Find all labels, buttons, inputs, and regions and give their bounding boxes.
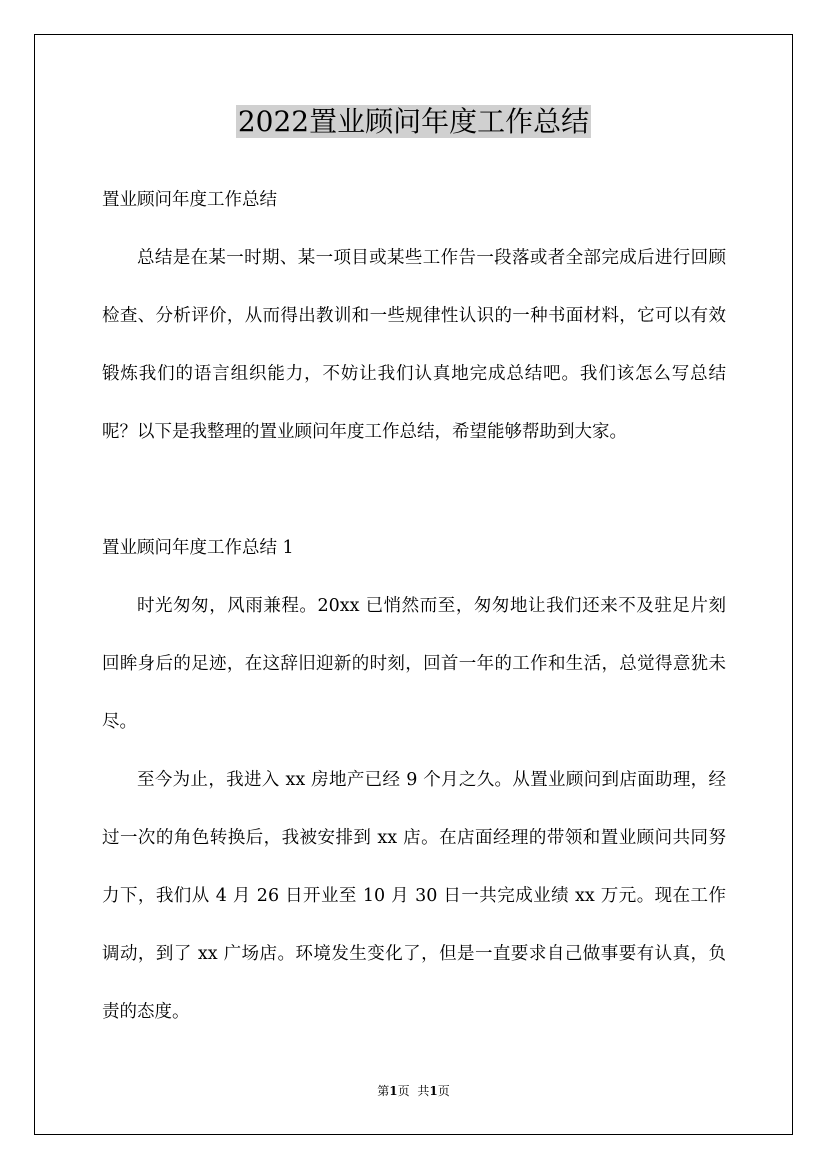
body-paragraph-1: 时光匆匆，风雨兼程。20xx 已悄然而至，匆匆地让我们还来不及驻足片刻回眸身后的足迹，在这辞旧迎新的时刻，回首一年的工作和生活，总觉得意犹未尽。 <box>102 596 726 732</box>
total-prefix: 共 <box>417 1084 430 1098</box>
intro-paragraph: 总结是在某一时期、某一项目或某些工作告一段落或者全部完成后进行回顾检查、分析评价，从而得出教训和一些规律性认识的一种书面材料，它可以有效锻炼我们的语言组织能力，不妨让我们认真地完成总结吧。我们该怎么写总结呢？以下是我整理的置业顾问年度工作总结，希望能够帮助到大家。 <box>102 248 726 442</box>
body-paragraph-2: 至今为止，我进入 xx 房地产已经 9 个月之久。从置业顾问到店面助理，经过一次的角色转换后，我被安排到 xx 店。在店面经理的带领和置业顾问共同努力下，我们从 4 月 26 日开业至 10 月 30 日一共完成业绩 xx 万元。现在工作调动，到了 xx 广场店。环境发生变化了，但是一直要求自己做事要有认真，负责的态度。 <box>102 770 726 1022</box>
total-suffix: 页 <box>437 1084 450 1098</box>
document-subtitle: 置业顾问年度工作总结 <box>102 190 277 210</box>
section-heading: 置业顾问年度工作总结 1 <box>102 538 294 558</box>
page-footer <box>0 1082 827 1100</box>
section-gap <box>102 461 726 519</box>
document-body <box>102 171 726 1041</box>
total-number: 1 <box>429 1084 438 1098</box>
page-suffix: 页 <box>397 1084 410 1098</box>
page-prefix: 第 <box>377 1084 390 1098</box>
page-number: 1 <box>389 1084 398 1098</box>
document-title <box>0 100 827 144</box>
document-title-text: 2022置业顾问年度工作总结 <box>237 105 590 138</box>
